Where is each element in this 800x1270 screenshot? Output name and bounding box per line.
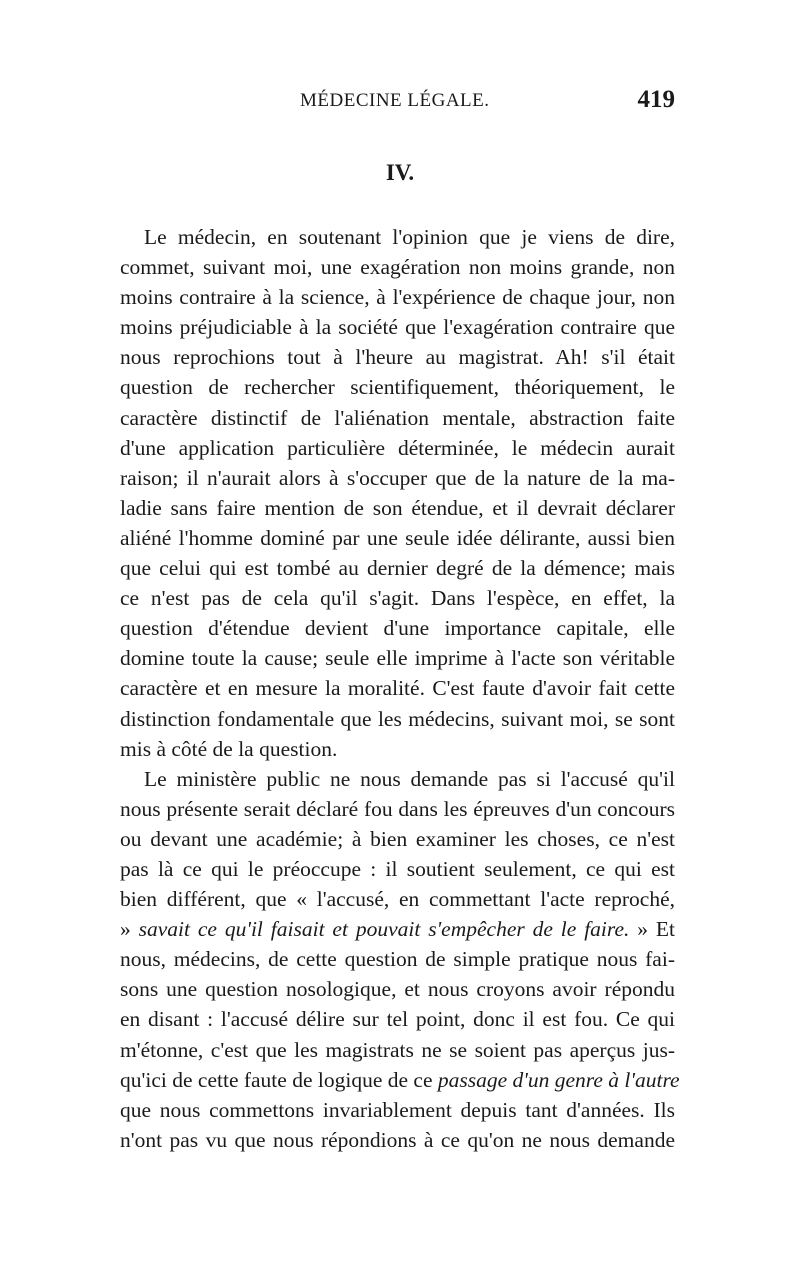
page-number: 419 bbox=[637, 86, 675, 113]
text-line: distinction fondamentale que les médecins, suivant moi, se sont bbox=[120, 706, 675, 731]
running-title: MÉDECINE LÉGALE. bbox=[300, 90, 490, 111]
text-line: nous reprochions tout à l'heure au magistrat. Ah! s'il était bbox=[120, 345, 675, 370]
text-line: pas là ce qui le préoccupe : il soutient seulement, ce qui est bbox=[120, 856, 675, 881]
text-line: domine toute la cause; seule elle imprime à l'acte son véritable bbox=[120, 646, 675, 671]
text-line: en disant : l'accusé délire sur tel point, donc il est fou. Ce qui bbox=[120, 1007, 675, 1032]
italic-phrase: passage d'un genre à l'autre bbox=[437, 1067, 680, 1092]
text-line: caractère et en mesure la moralité. C'est faute d'avoir fait cette bbox=[120, 676, 675, 701]
text-line-italic-phrase bbox=[120, 1065, 680, 1095]
text-line: d'une application particulière déterminée, le médecin aurait bbox=[120, 435, 675, 460]
italic-quotation: savait ce qu'il faisait et pouvait s'empêcher de le faire. bbox=[138, 917, 630, 942]
text-line: nous, médecins, de cette question de simple pratique nous fai- bbox=[120, 947, 675, 972]
text-line: m'étonne, c'est que les magistrats ne se soient pas aperçus jus- bbox=[120, 1037, 675, 1062]
text-line: bien différent, que « l'accusé, en commettant l'acte reproché, bbox=[120, 887, 675, 912]
text-line-quotation bbox=[120, 914, 675, 944]
open-quote: » bbox=[120, 917, 131, 942]
text-line: nous présente serait déclaré fou dans les épreuves d'un concours bbox=[120, 796, 675, 821]
text-line: moins contraire à la science, à l'expérience de chaque jour, non bbox=[120, 285, 675, 310]
text-line: que celui qui est tombé au dernier degré de la démence; mais bbox=[120, 556, 675, 581]
text-line: Le ministère public ne nous demande pas si l'accusé qu'il bbox=[144, 766, 675, 791]
text-line: question d'étendue devient d'une importance capitale, elle bbox=[120, 616, 675, 641]
body-text bbox=[120, 222, 680, 1155]
text-line: Le médecin, en soutenant l'opinion que je viens de dire, bbox=[144, 225, 675, 249]
text-line: sons une question nosologique, et nous croyons avoir répondu bbox=[120, 977, 675, 1002]
text-line: ce n'est pas de cela qu'il s'agit. Dans l'espèce, en effet, la bbox=[120, 586, 675, 611]
text-line: question de rechercher scientifiquement, théoriquement, le bbox=[120, 375, 675, 400]
text-line: moins préjudiciable à la société que l'exagération contraire que bbox=[120, 315, 675, 340]
text-line: caractère distinctif de l'aliénation mentale, abstraction faite bbox=[120, 405, 675, 430]
line-start: qu'ici de cette faute de logique de ce bbox=[120, 1067, 433, 1092]
text-line: n'ont pas vu que nous répondions à ce qu'on ne nous demande bbox=[120, 1127, 675, 1152]
text-line: ladie sans faire mention de son étendue, et il devrait déclarer bbox=[120, 495, 675, 520]
page-header bbox=[120, 86, 675, 120]
text-line: aliéné l'homme dominé par une seule idée délirante, aussi bien bbox=[120, 525, 675, 550]
close-quote: » Et bbox=[637, 917, 676, 942]
text-line: ou devant une académie; à bien examiner les choses, ce n'est bbox=[120, 826, 675, 851]
text-line: que nous commettons invariablement depuis tant d'années. Ils bbox=[120, 1097, 675, 1122]
section-heading: IV. bbox=[385, 160, 415, 185]
text-line: mis à côté de la question. bbox=[120, 736, 338, 761]
text-line: raison; il n'aurait alors à s'occuper que de la nature de la ma- bbox=[120, 465, 675, 490]
text-line: commet, suivant moi, une exagération non moins grande, non bbox=[120, 255, 675, 280]
